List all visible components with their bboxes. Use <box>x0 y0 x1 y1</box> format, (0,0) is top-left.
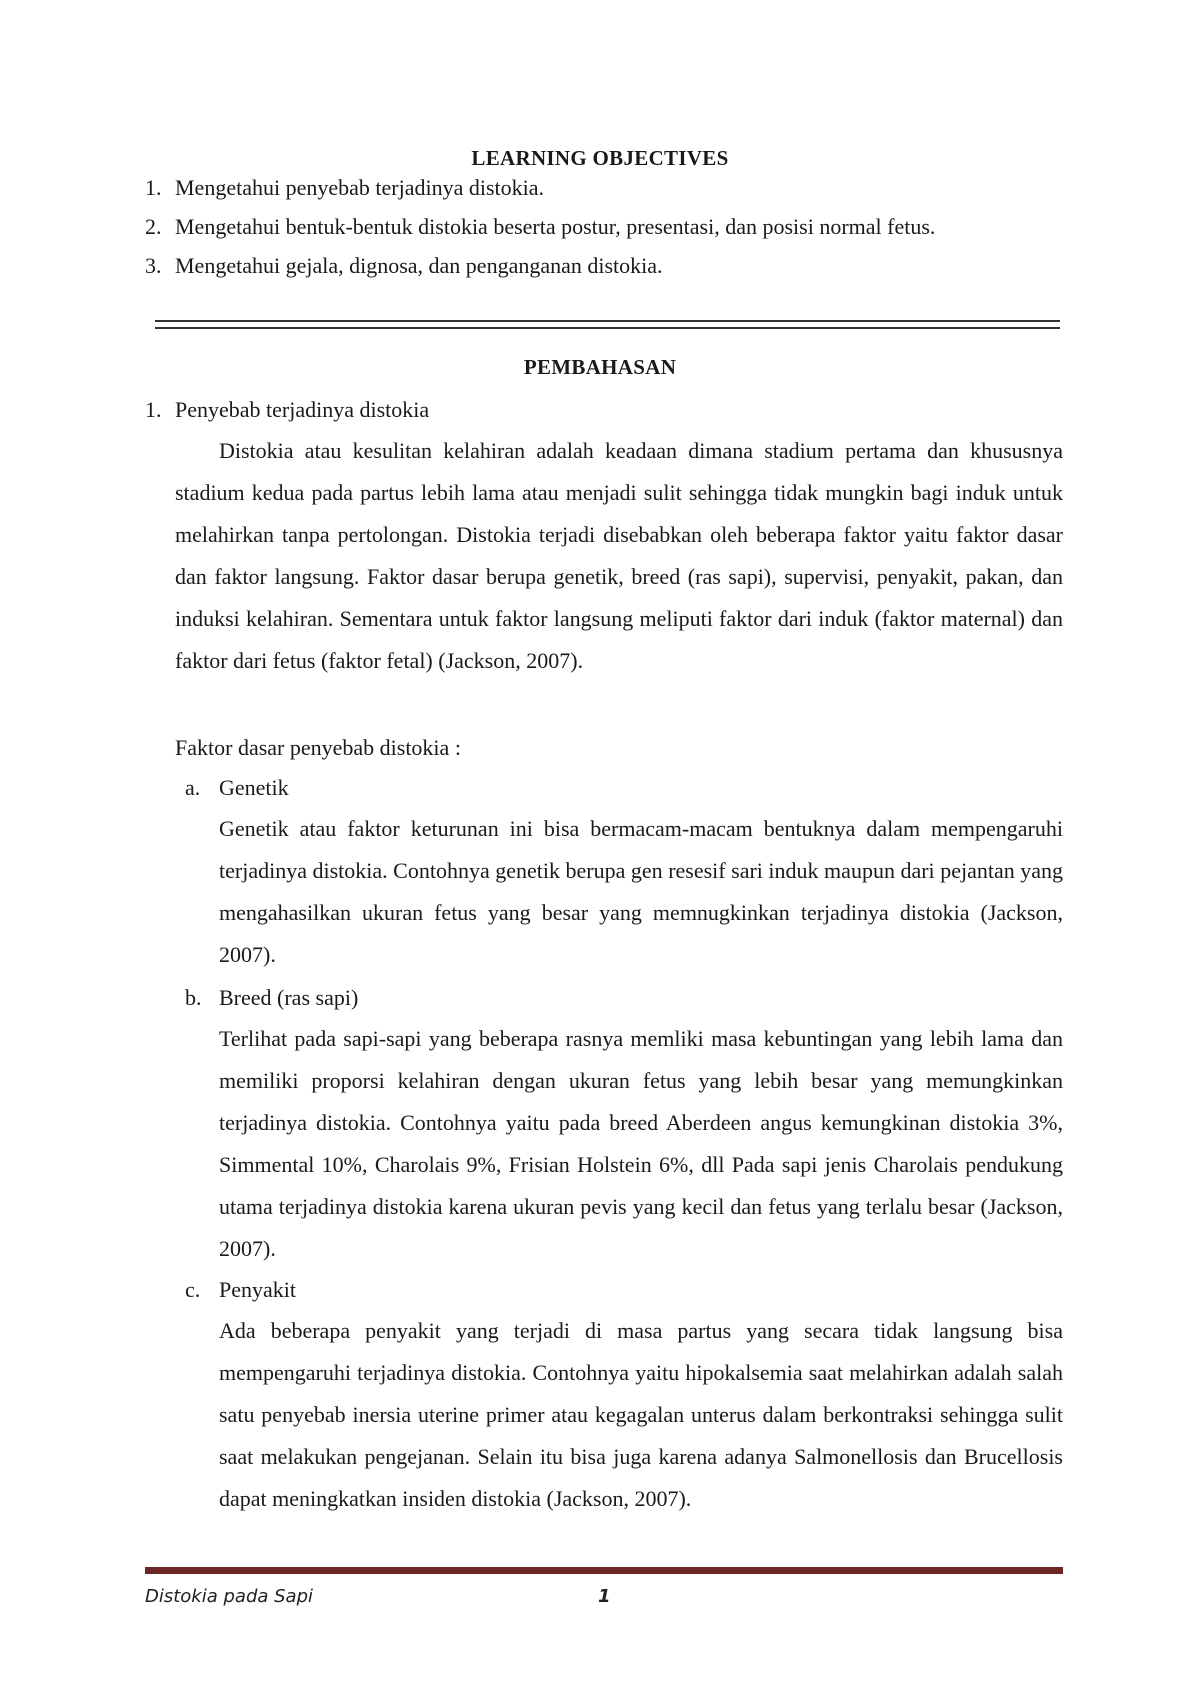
section-number: 1. <box>145 397 162 422</box>
factor-title-genetik: Genetik <box>219 775 289 800</box>
learning-objectives-title: LEARNING OBJECTIVES <box>471 146 729 170</box>
factor-letter: a. <box>185 775 201 800</box>
factor-title-breed: Breed (ras sapi) <box>219 985 359 1010</box>
factor-body-penyakit: Ada beberapa penyakit yang terjadi di masa partus yang secara tidak langsung bisa mempengaruhi terjadinya distokia. Contohnya yaitu hipokalsemia saat melahirkan adalah salah satu penyebab inersia uterine primer atau kegagalan unterus dalam berkontraksi sehingga sulit saat melakukan pengejanan. Selain itu bisa juga karena adanya Salmonellosis dan Brucellosis dapat meningkatkan insiden distokia (Jackson, 2007). <box>219 1318 1063 1511</box>
factor-letter: c. <box>185 1277 201 1302</box>
objective-number: 1. <box>145 175 162 200</box>
footer-divider <box>145 1567 1063 1574</box>
double-line-separator <box>155 318 1060 332</box>
factor-body-genetik: Genetik atau faktor keturunan ini bisa bermacam-macam bentuknya dalam mempengaruhi terjadinya distokia. Contohnya genetik berupa gen resesif sari induk maupun dari pejantan yang mengahasilkan ukuran fetus yang besar yang memnugkinkan terjadinya distokia (Jackson, 2007). <box>219 816 1063 967</box>
factor-letter: b. <box>185 985 202 1010</box>
intro-paragraph: Distokia atau kesulitan kelahiran adalah keadaan dimana stadium pertama dan khususnya stadium kedua pada partus lebih lama atau menjadi sulit sehingga tidak mungkin bagi induk untuk melahirkan tanpa pertolongan. Distokia terjadi disebabkan oleh beberapa faktor yaitu faktor dasar dan faktor langsung. Faktor dasar berupa genetik, breed (ras sapi), supervisi, penyakit, pakan, dan induksi kelahiran. Sementara untuk faktor langsung meliputi faktor dari induk (faktor maternal) dan faktor dari fetus (faktor fetal) (Jackson, 2007). <box>175 438 1063 673</box>
section-heading: Penyebab terjadinya distokia <box>175 397 430 422</box>
objective-item: Mengetahui bentuk-bentuk distokia beserta postur, presentasi, dan posisi normal fetus. <box>175 214 936 239</box>
factors-subheading: Faktor dasar penyebab distokia : <box>175 735 461 760</box>
objective-item: Mengetahui penyebab terjadinya distokia. <box>175 175 544 200</box>
objective-item: Mengetahui gejala, dignosa, dan penganganan distokia. <box>175 253 663 278</box>
page-number: 1 <box>598 1586 611 1607</box>
factor-title-penyakit: Penyakit <box>219 1277 296 1302</box>
objective-number: 2. <box>145 214 162 239</box>
footer-title: Distokia pada Sapi <box>145 1586 314 1607</box>
pembahasan-title: PEMBAHASAN <box>523 355 677 379</box>
factor-body-breed: Terlihat pada sapi-sapi yang beberapa rasnya memliki masa kebuntingan yang lebih lama dan memiliki proporsi kelahiran dengan ukuran fetus yang lebih besar yang memungkinkan terjadinya distokia. Contohnya yaitu pada breed Aberdeen angus kemungkinan distokia 3%, Simmental 10%, Charolais 9%, Frisian Holstein 6%, dll Pada sapi jenis Charolais pendukung utama terjadinya distokia karena ukuran pevis yang kecil dan fetus yang terlalu besar (Jackson, 2007). <box>219 1026 1063 1261</box>
objective-number: 3. <box>145 253 162 278</box>
